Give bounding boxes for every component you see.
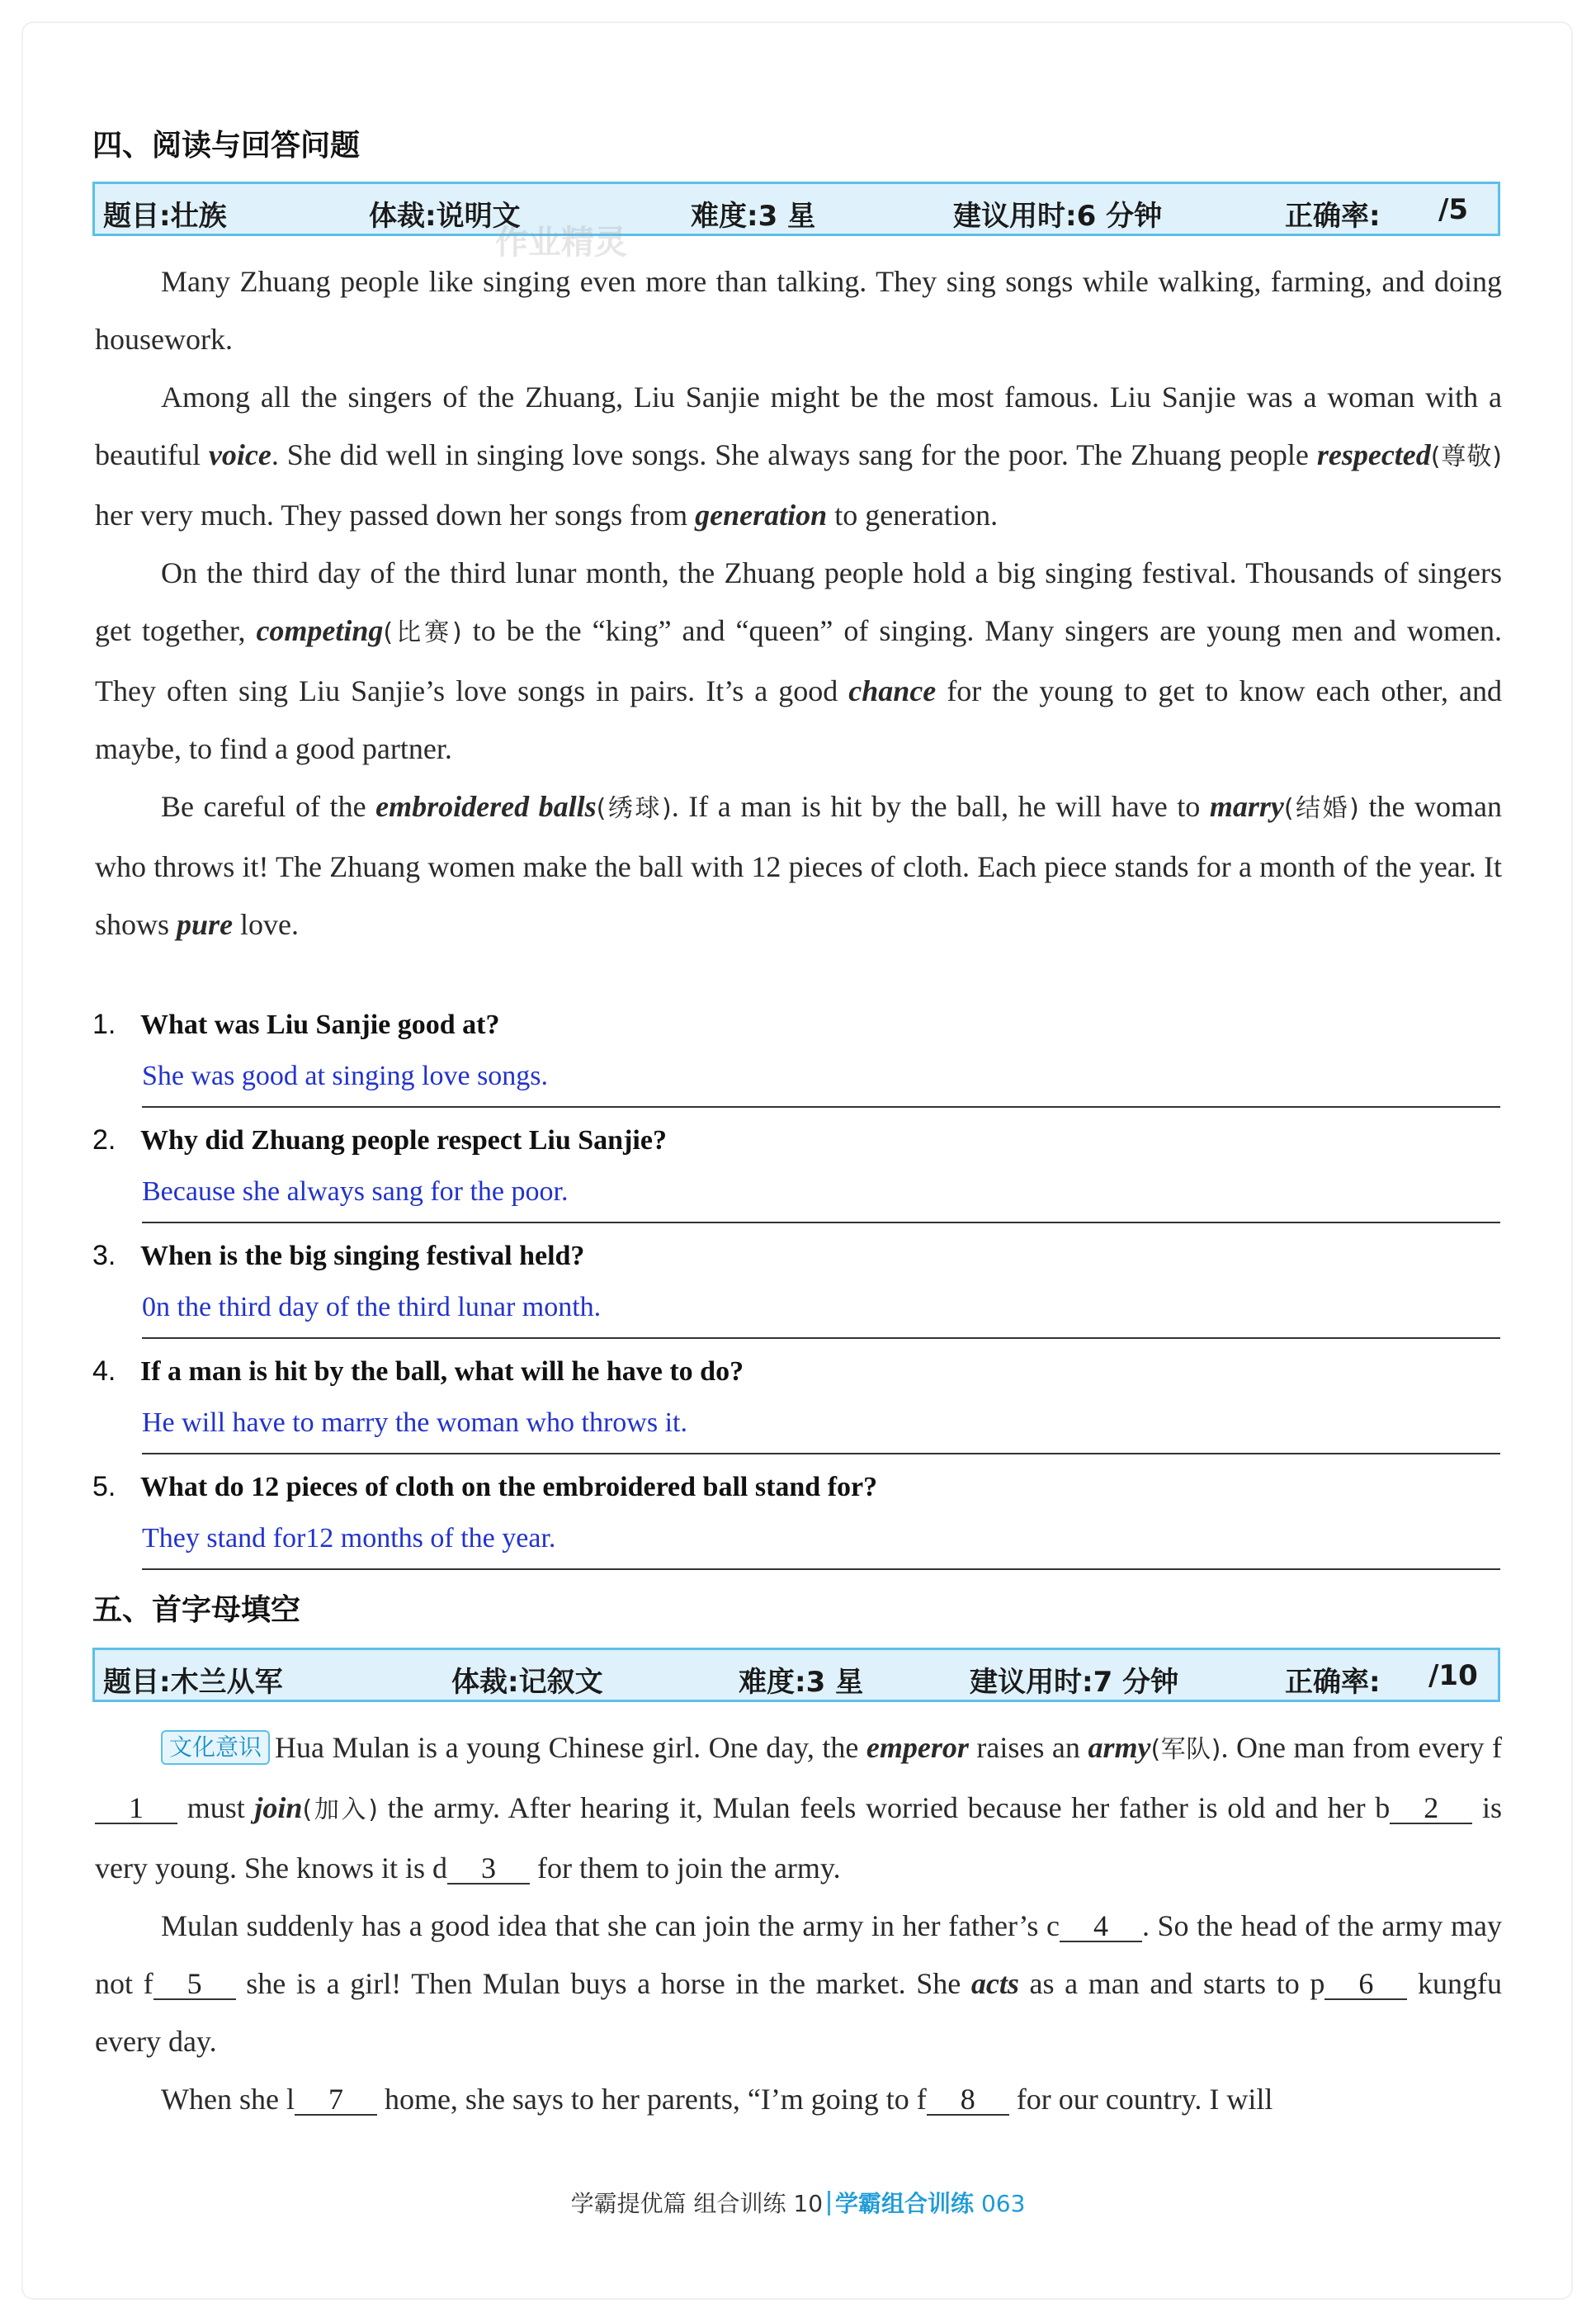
keyword: pure	[177, 908, 234, 941]
blank-5[interactable]: 5	[153, 1969, 236, 2000]
passage-paragraph-4: Be careful of the embroidered balls(绣球). If a man is hit by the ball, he will have to marry(结婚) the woman who throws it! The Zhuang women make the ball with 12 pieces of cloth. Each piece stands for a month of the year. It shows pure love.	[95, 790, 1502, 941]
keyword: chance	[848, 674, 937, 707]
section4-info-bar	[92, 182, 1500, 236]
question-5: 5. What do 12 pieces of cloth on the embroidered ball stand for?	[92, 1471, 878, 1502]
info-time: 建议用时:6 分钟	[953, 200, 1163, 233]
gloss: (结婚)	[1283, 794, 1359, 823]
page-number: 063	[980, 2190, 1026, 2217]
keyword: competing	[256, 614, 384, 647]
info-topic: 题目:木兰从军	[103, 1666, 283, 1699]
keyword: acts	[970, 1967, 1019, 2000]
culture-tag: 文化意识	[161, 1730, 270, 1765]
keyword: embroidered balls	[375, 790, 597, 823]
answer-line	[142, 1568, 1500, 1570]
footer-series: 学霸组合训练	[835, 2190, 975, 2217]
gloss: (绣球)	[596, 794, 672, 823]
passage-paragraph-1: Many Zhuang people like singing even more than talking. They sing songs while walking, farming, and doing housework.	[95, 265, 1502, 356]
passage-paragraph-2: Among all the singers of the Zhuang, Liu Sanjie might be the most famous. Liu Sanjie was a woman with a beautiful voice. She did well in singing love songs. She always sang for the poor. The Zhuang people respected(尊敬) her very much. They passed down her songs from generation to generation.	[95, 381, 1502, 532]
keyword: emperor	[866, 1731, 969, 1764]
question-2: 2. Why did Zhuang people respect Liu Sanjie?	[92, 1124, 667, 1156]
answer-line	[142, 1453, 1500, 1454]
section4-title: 四、阅读与回答问题	[92, 129, 361, 163]
info-difficulty: 难度:3 星	[691, 200, 816, 233]
info-accuracy-total: /10	[1428, 1659, 1478, 1692]
cloze-paragraph-3: When she l 7 home, she says to her parents, “I’m going to f 8 for our country. I will	[161, 2083, 1273, 2116]
gloss: (尊敬)	[1430, 442, 1502, 471]
blank-3[interactable]: 3	[447, 1853, 530, 1885]
question-1: 1. What was Liu Sanjie good at?	[92, 1009, 500, 1040]
keyword: army	[1088, 1731, 1151, 1764]
passage-paragraph-3: On the third day of the third lunar month, the Zhuang people hold a big singing festival. Thousands of singers get together, competing(比赛) to be the “king” and “queen” of singing. Many singers are young men and women. They often sing Liu Sanjie’s love songs in pairs. It’s a good chance for the young to get to know each other, and maybe, to find a good partner.	[95, 556, 1502, 765]
question-4: 4. If a man is hit by the ball, what will he have to do?	[92, 1355, 744, 1387]
keyword: join	[254, 1791, 303, 1824]
answer-line	[142, 1222, 1500, 1223]
info-genre: 体裁:说明文	[369, 200, 521, 233]
watermark: 作业精灵	[495, 224, 627, 262]
blank-8[interactable]: 8	[927, 2084, 1009, 2116]
info-accuracy-label: 正确率:	[1285, 1666, 1381, 1699]
section5-info-bar	[92, 1648, 1500, 1702]
keyword: voice	[208, 438, 272, 471]
answer-2[interactable]: Because she always sang for the poor.	[142, 1176, 569, 1207]
info-accuracy-label: 正确率:	[1285, 200, 1381, 233]
info-topic: 题目:壮族	[103, 200, 227, 233]
info-genre: 体裁:记叙文	[451, 1666, 603, 1699]
section5-passage	[95, 1719, 1502, 2128]
keyword: generation	[695, 499, 828, 532]
blank-4[interactable]: 4	[1060, 1911, 1142, 1942]
answer-line	[142, 1106, 1500, 1108]
gloss: (加入)	[302, 1795, 378, 1824]
answer-line	[142, 1337, 1500, 1339]
blank-7[interactable]: 7	[295, 2084, 377, 2116]
section5-title: 五、首字母填空	[92, 1593, 301, 1627]
keyword: marry	[1209, 790, 1284, 823]
answer-5[interactable]: They stand for12 months of the year.	[142, 1523, 556, 1554]
section4-passage	[95, 253, 1502, 953]
info-time: 建议用时:7 分钟	[970, 1666, 1179, 1699]
page-footer	[0, 2186, 1596, 2219]
keyword: respected	[1316, 438, 1431, 471]
answer-3[interactable]: 0n the third day of the third lunar month.	[142, 1292, 602, 1322]
cloze-paragraph-1: 文化意识 Hua Mulan is a young Chinese girl. One day, the emperor raises an army(军队). One man from every f1 must join(加入) the army. After hearing it, Mulan feels worried because her father is old and her b 2 is very young. She knows it is d 3 for them to join the army.	[95, 1731, 1502, 1885]
info-accuracy-total: /5	[1438, 193, 1469, 226]
blank-2[interactable]: 2	[1390, 1793, 1472, 1824]
footer-divider	[828, 2191, 830, 2216]
answer-1[interactable]: She was good at singing love songs.	[142, 1061, 549, 1091]
cloze-paragraph-2: Mulan suddenly has a good idea that she can join the army in her father’s c 4 . So the head of the army may not f 5 she is a girl! Then Mulan buys a horse in the market. She acts as a man and starts to p 6 kungfu every day.	[95, 1909, 1502, 2058]
gloss: (军队)	[1150, 1735, 1221, 1764]
footer-left: 学霸提优篇 组合训练 10	[570, 2190, 824, 2217]
blank-1[interactable]: 1	[95, 1793, 177, 1824]
answer-4[interactable]: He will have to marry the woman who throws it.	[142, 1407, 687, 1438]
blank-6[interactable]: 6	[1324, 1969, 1407, 2000]
gloss: (比赛)	[383, 618, 462, 647]
question-3: 3. When is the big singing festival held?	[92, 1240, 585, 1271]
info-difficulty: 难度:3 星	[739, 1666, 864, 1699]
